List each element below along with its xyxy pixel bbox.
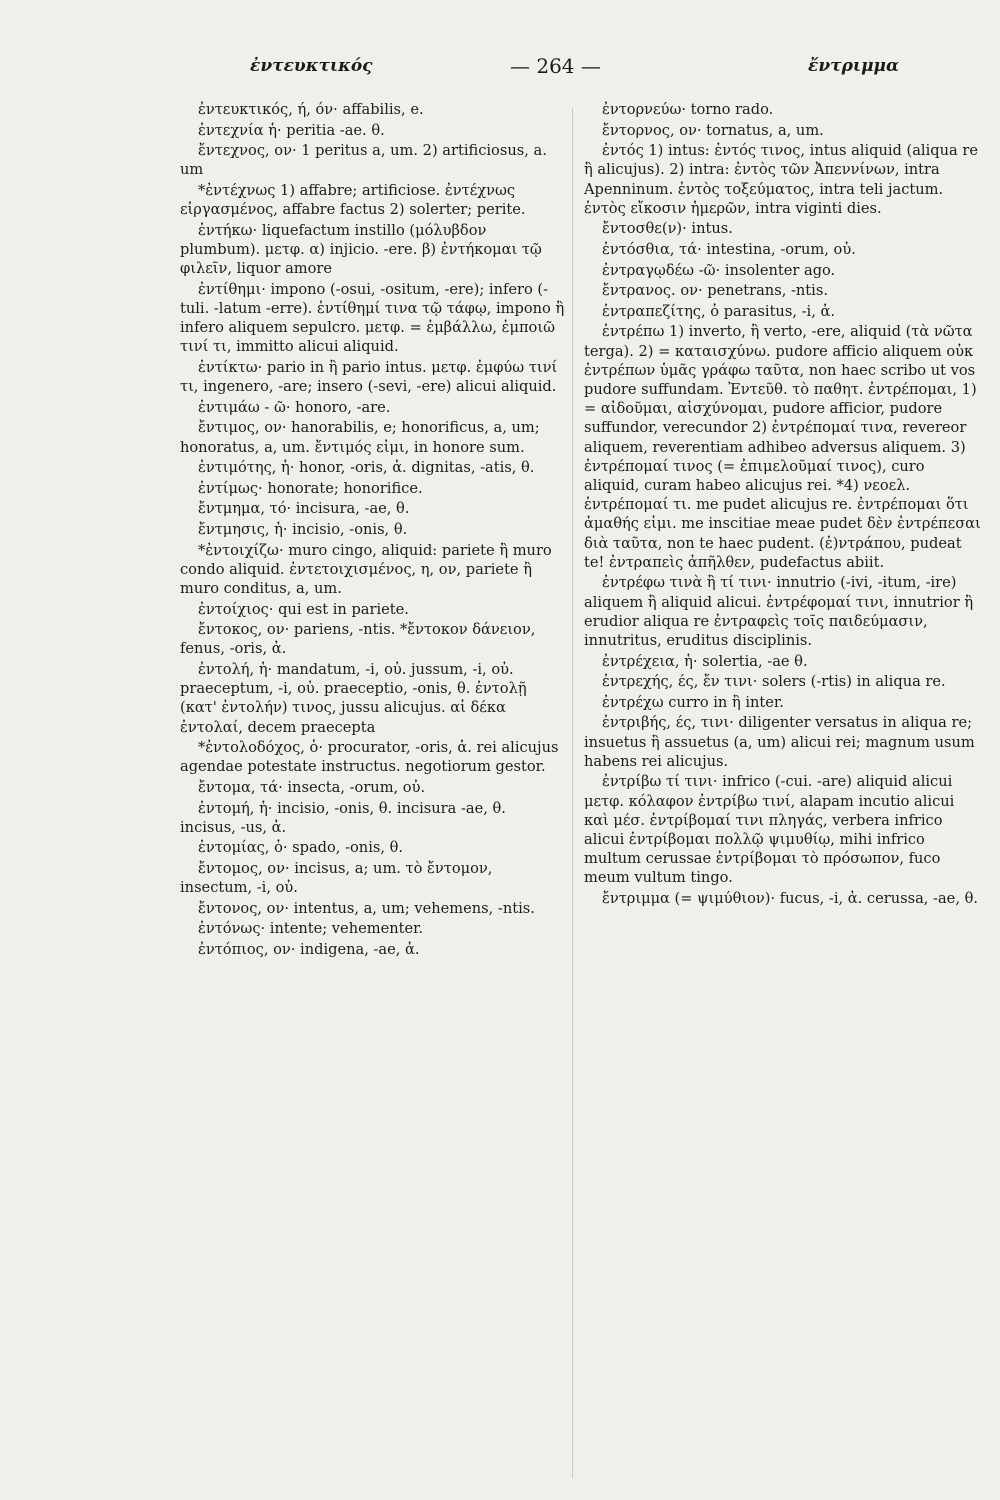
left-column — [180, 100, 565, 1490]
dictionary-entry: ἐντρέχω curro in ἢ inter. — [602, 693, 784, 711]
dictionary-entry: ἐντόπιος, ον· indigena, -ae, ἀ. — [198, 940, 420, 958]
dictionary-entry: ἔντορνος, ον· tornatus, a, um. — [602, 121, 824, 139]
dictionary-entry: ἔντομος, ον· incisus, a; um. τὸ ἔντομον, insectum, -i, οὐ. — [180, 859, 493, 897]
dictionary-entry: ἐντορνεύω· torno rado. — [602, 101, 774, 118]
dictionary-entry: ἐντρίβω τί τινι· infrico (-cui. -are) aliquid alicui μετφ. κόλαφον ἐντρίβω τινί, alapam incutio alicui καὶ μέσ. ἐντρίβομαί τινι πληγάς, verbera infrico alicui ἐντρίβομαι πολλῷ ψιμυθίῳ, mihi infrico multum cerussae ἐντρίβομαι τὸ πρόσωπον, fuco meum vultum tingo. — [584, 773, 955, 887]
dictionary-entry: ἐντρέχεια, ἡ· solertia, -ae θ. — [602, 652, 808, 670]
dictionary-entry: ἔντονος, ον· intentus, a, um; vehemens, -ntis. — [198, 899, 535, 917]
dictionary-entry: ἐντιμάω - ῶ· honoro, -are. — [198, 398, 391, 416]
page-header — [0, 52, 1000, 92]
dictionary-entry: ἐντραπεζίτης, ὁ parasitus, -i, ἀ. — [602, 302, 835, 320]
dictionary-entry: *ἐντοιχίζω· muro cingo, aliquid: pariete ἢ muro condo aliquid. ἐντετοιχισμένος, η, ον, pariete ἢ muro conditus, a, um. — [180, 541, 552, 597]
dictionary-entry: ἐντιμότης, ἡ· honor, -oris, ἀ. dignitas, -atis, θ. — [198, 459, 535, 477]
dictionary-entry: ἐντομή, ἡ· incisio, -onis, θ. incisura -ae, θ. incisus, -us, ἀ. — [180, 799, 506, 836]
page-number: — 264 — — [510, 54, 601, 78]
dictionary-entry: ἐντριβής, ές, τινι· diligenter versatus in aliqua re; insuetus ἢ assuetus (a, um) alicui rei; magnum usum habens rei alicujus. — [584, 714, 975, 770]
dictionary-entry: ἐντευκτικός, ή, όν· affabilis, e. — [198, 101, 424, 118]
dictionary-entry: ἔντοκος, ον· pariens, -ntis. *ἔντοκον δάνειον, fenus, -oris, ἀ. — [180, 621, 536, 658]
dictionary-entry: ἐντραγῳδέω -ῶ· insolenter ago. — [602, 261, 836, 279]
dictionary-entry: ἐντρέφω τινὰ ἢ τί τινι· innutrio (-ivi, -itum, -ire) aliquem ἢ aliquid alicui. ἐντρέφομαί τινι, innutrior ἢ erudior aliqua re ἐντραφεὶς τοῖς παιδεύμασιν, innutritus, eruditus disciplinis. — [584, 574, 974, 649]
dictionary-entry: ἐντρέπω 1) inverto, ἢ verto, -ere, aliquid (τὰ νῶτα terga). 2) = καταισχύνω. pudore afficio aliquem οὐκ ἐντρέπων ὑμᾶς γράφω ταῦτα, non haec scribo ut vos pudore suffundam. Ἐντεῦθ. τὸ παθητ. ἐντρέπομαι, 1) = αἰδοῦμαι, αἰσχύνομαι, pudore afficior, pudore suffundor, verecundor 2) ἐντρέπομαί τινα, revereor aliquem, reverentiam adhibeo adversus aliquem. 3) ἐντρέπομαί τινος (= ἐπιμελοῦμαί τινος), curo aliquid, curam habeo alicujus rei. *4) νεοελ. ἐντρέπομαί τι. me pudet alicujus re. ἐντρέπομαι ὅτι ἀμαθής εἰμι. me inscitiae meae pudet δὲν ἐντρέπεσαι διὰ ταῦτα, non te haec pudent. (ἐ)ντράπου, pudeat te! ἐντραπεὶς ἀπῆλθεν, pudefactus abiit. — [584, 323, 981, 571]
dictionary-entry: ἐντόσθια, τά· intestina, -orum, οὐ. — [602, 240, 856, 258]
dictionary-entry: ἔντεχνος, ον· 1 peritus a, um. 2) artificiosus, a. um — [180, 142, 547, 179]
column-divider — [572, 108, 573, 1478]
dictionary-entry: ἔντριμμα (= ψιμύθιον)· fucus, -i, ἀ. cerussa, -ae, θ. — [602, 889, 979, 907]
header-left-guideword: ἐντευκτικός — [250, 56, 373, 76]
right-column — [584, 100, 982, 1490]
dictionary-entry: ἐντρεχής, ές, ἔν τινι· solers (-rtis) in aliqua re. — [602, 673, 946, 691]
dictionary-entry: ἐντομίας, ὁ· spado, -onis, θ. — [198, 839, 404, 857]
dictionary-entry: ἐντίθημι· impono (-osui, -ositum, -ere); infero (-tuli. -latum -erre). ἐντίθημί τινα τῷ τάφῳ, impono ἢ infero aliquem sepulcro. μετφ. = ἐμβάλλω, ἐμποιῶ τινί τι, immitto alicui aliquid. — [180, 280, 565, 356]
dictionary-entry: ἐντήκω· liquefactum instillo (μόλυβδον plumbum). μετφ. α) injicio. -ere. β) ἐντήκομαι τῷ φιλεῖν, liquor amore — [180, 221, 542, 278]
dictionary-entry: ἐντοίχιος· qui est in pariete. — [198, 600, 409, 618]
dictionary-entry: ἔντιμος, ον· hanorabilis, e; honorificus, a, um; honoratus, a, um. ἔντιμός εἰμι, in honore sum. — [180, 419, 540, 456]
dictionary-entry: ἔντομα, τά· insecta, -orum, οὐ. — [198, 778, 426, 796]
dictionary-entry: ἔντμησις, ἡ· incisio, -onis, θ. — [198, 520, 408, 538]
dictionary-entry: ἐντόνως· intente; vehementer. — [198, 920, 424, 938]
dictionary-entry: ἐντός 1) intus: ἐντός τινος, intus aliquid (aliqua re ἢ alicujus). 2) intra: ἐντὸς τῶν Ἀπεννίνων, intra Apenninum. ἐντὸς τοξεύματος, intra teli jactum. ἐντὸς εἴκοσιν ἡμερῶν, intra viginti dies. — [584, 142, 978, 217]
dictionary-entry: ἐντίμως· honorate; honorifice. — [198, 479, 423, 497]
dictionary-entry: ἔντμημα, τό· incisura, -ae, θ. — [198, 500, 410, 518]
header-right-guideword: ἔντριμμα — [808, 56, 900, 76]
dictionary-entry: ἔντρανος. ον· penetrans, -ntis. — [602, 282, 828, 300]
dictionary-entry: *ἐντέχνως 1) affabre; artificiose. ἐντέχνως εἰργασμένος, affabre factus 2) solerter; perite. — [180, 181, 526, 219]
dictionary-entry: ἐντίκτω· pario in ἢ pario intus. μετφ. ἐμφύω τινί τι, ingenero, -are; insero (-sevi, -ere) alicui aliquid. — [180, 358, 558, 396]
dictionary-entry: ἐντεχνία ἡ· peritia -ae. θ. — [198, 121, 385, 139]
dictionary-entry: ἐντολή, ἡ· mandatum, -i, οὐ. jussum, -i, οὐ. praeceptum, -i, οὐ. praeceptio, -onis, θ. ἐντολῇ (κατ' ἐντολήν) τινος, jussu alicujus. αἱ δέκα ἐντολαί, decem praecepta — [180, 660, 527, 736]
dictionary-entry: ἔντοσθε(ν)· intus. — [602, 220, 733, 238]
dictionary-entry: *ἐντολοδόχος, ὁ· procurator, -oris, ἀ. rei alicujus agendae potestate instructus. negotiorum gestor. — [180, 739, 559, 776]
